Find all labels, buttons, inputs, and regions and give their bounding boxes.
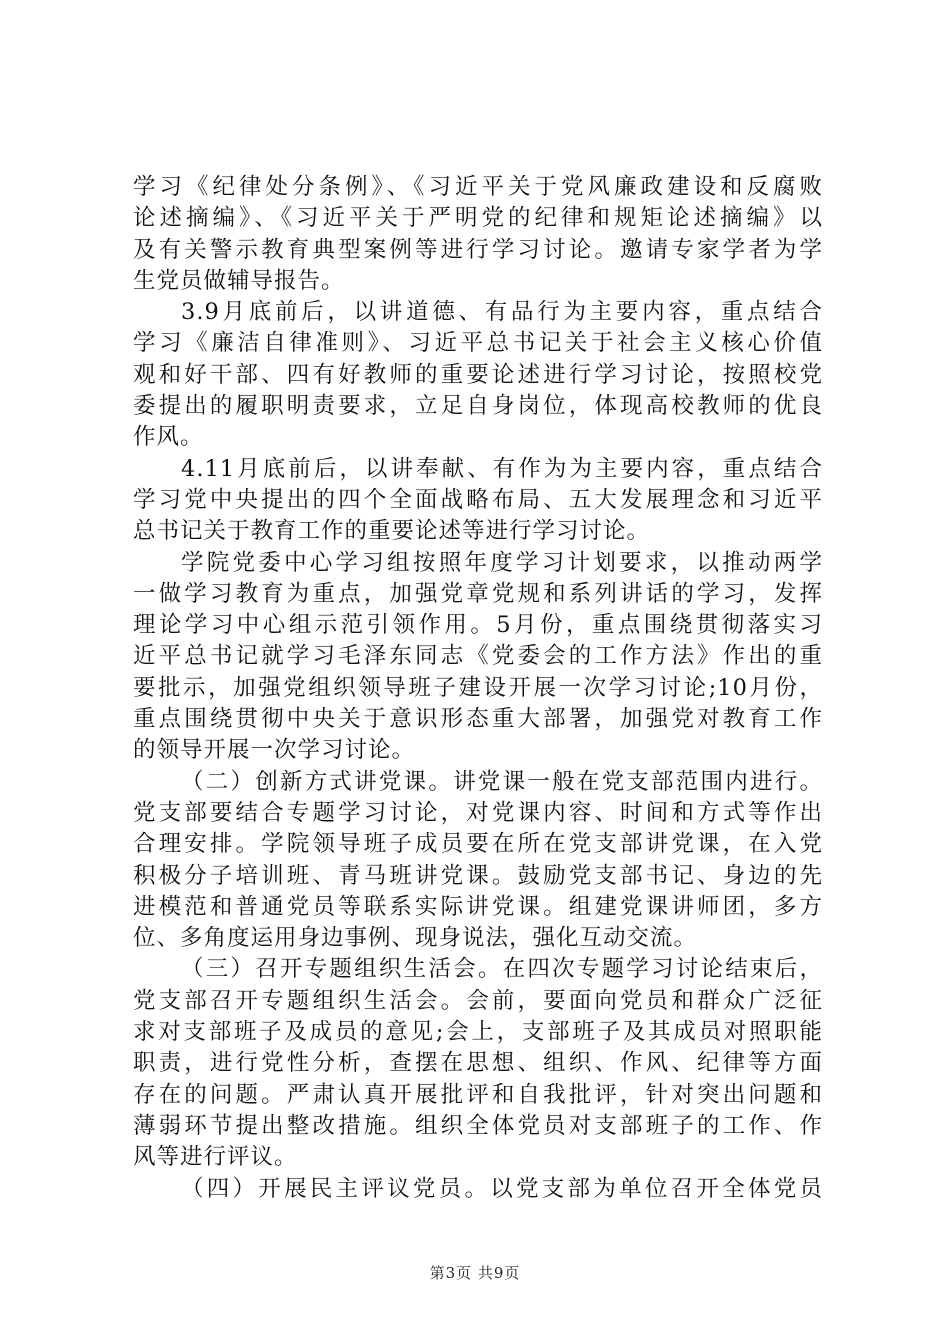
text-line: 求对支部班子及成员的意见;会上，支部班子及其成员对照职能 (133, 1019, 823, 1046)
text-line: 职责，进行党性分析，查摆在思想、组织、作风、纪律等方面 (133, 1050, 823, 1077)
text-line: 风等进行评议。 (133, 1144, 298, 1171)
text-line: 存在的问题。严肃认真开展批评和自我批评，针对突出问题和 (133, 1081, 823, 1108)
text-line: （二）创新方式讲党课。讲党课一般在党支部范围内进行。 (181, 768, 823, 795)
text-line: 及有关警示教育典型案例等进行学习讨论。邀请专家学者为学 (133, 236, 823, 263)
text-line: 合理安排。学院领导班子成员要在所在党支部讲党课，在入党 (133, 831, 823, 858)
text-line: 论述摘编》、《习近平关于严明党的纪律和规矩论述摘编》以 (133, 205, 823, 232)
text-line: 学习党中央提出的四个全面战略布局、五大发展理念和习近平 (133, 486, 823, 513)
text-line: 学习《纪律处分条例》、《习近平关于党风廉政建设和反腐败 (133, 174, 823, 200)
text-line: 生党员做辅导报告。 (133, 267, 345, 294)
page-footer: 第3页 共9页 (429, 1264, 521, 1282)
text-line: 积极分子培训班、青马班讲党课。鼓励党支部书记、身边的先 (133, 862, 823, 889)
document-body (133, 172, 823, 1205)
text-line: （三）召开专题组织生活会。在四次专题学习讨论结束后， (181, 956, 823, 983)
text-line: 观和好干部、四有好教师的重要论述进行学习讨论，按照校党 (133, 361, 823, 388)
text-line: 党支部要结合专题学习讨论，对党课内容、时间和方式等作出 (133, 799, 823, 826)
text-line: 总书记关于教育工作的重要论述等进行学习讨论。 (133, 518, 651, 545)
text-line: 进模范和普通党员等联系实际讲党课。组建党课讲师团，多方 (133, 893, 823, 920)
text-line: 要批示，加强党组织领导班子建设开展一次学习讨论;10月份， (133, 674, 823, 701)
text-line: 重点围绕贯彻中央关于意识形态重大部署，加强党对教育工作 (133, 706, 823, 733)
text-line: 3.9月底前后，以讲道德、有品行为主要内容，重点结合 (181, 299, 823, 326)
text-line: 的领导开展一次学习讨论。 (133, 737, 416, 764)
text-line: 近平总书记就学习毛泽东同志《党委会的工作方法》作出的重 (133, 643, 823, 670)
text-line: 委提出的履职明责要求，立足自身岗位，体现高校教师的优良 (133, 393, 823, 420)
text-line: 4.11月底前后，以讲奉献、有作为为主要内容，重点结合 (181, 455, 823, 482)
text-line: 薄弱环节提出整改措施。组织全体党员对支部班子的工作、作 (133, 1112, 823, 1139)
text-line: 理论学习中心组示范引领作用。5月份，重点围绕贯彻落实习 (133, 612, 823, 639)
text-line: （四）开展民主评议党员。以党支部为单位召开全体党员 (181, 1175, 823, 1202)
text-line: 学院党委中心学习组按照年度学习计划要求，以推动两学 (181, 549, 823, 576)
text-line: 党支部召开专题组织生活会。会前，要面向党员和群众广泛征 (133, 987, 823, 1014)
text-line: 一做学习教育为重点，加强党章党规和系列讲话的学习，发挥 (133, 580, 823, 607)
text-line: 作风。 (133, 424, 204, 451)
text-line: 位、多角度运用身边事例、现身说法，强化互动交流。 (133, 925, 698, 952)
text-line: 学习《廉洁自律准则》、习近平总书记关于社会主义核心价值 (133, 330, 823, 357)
